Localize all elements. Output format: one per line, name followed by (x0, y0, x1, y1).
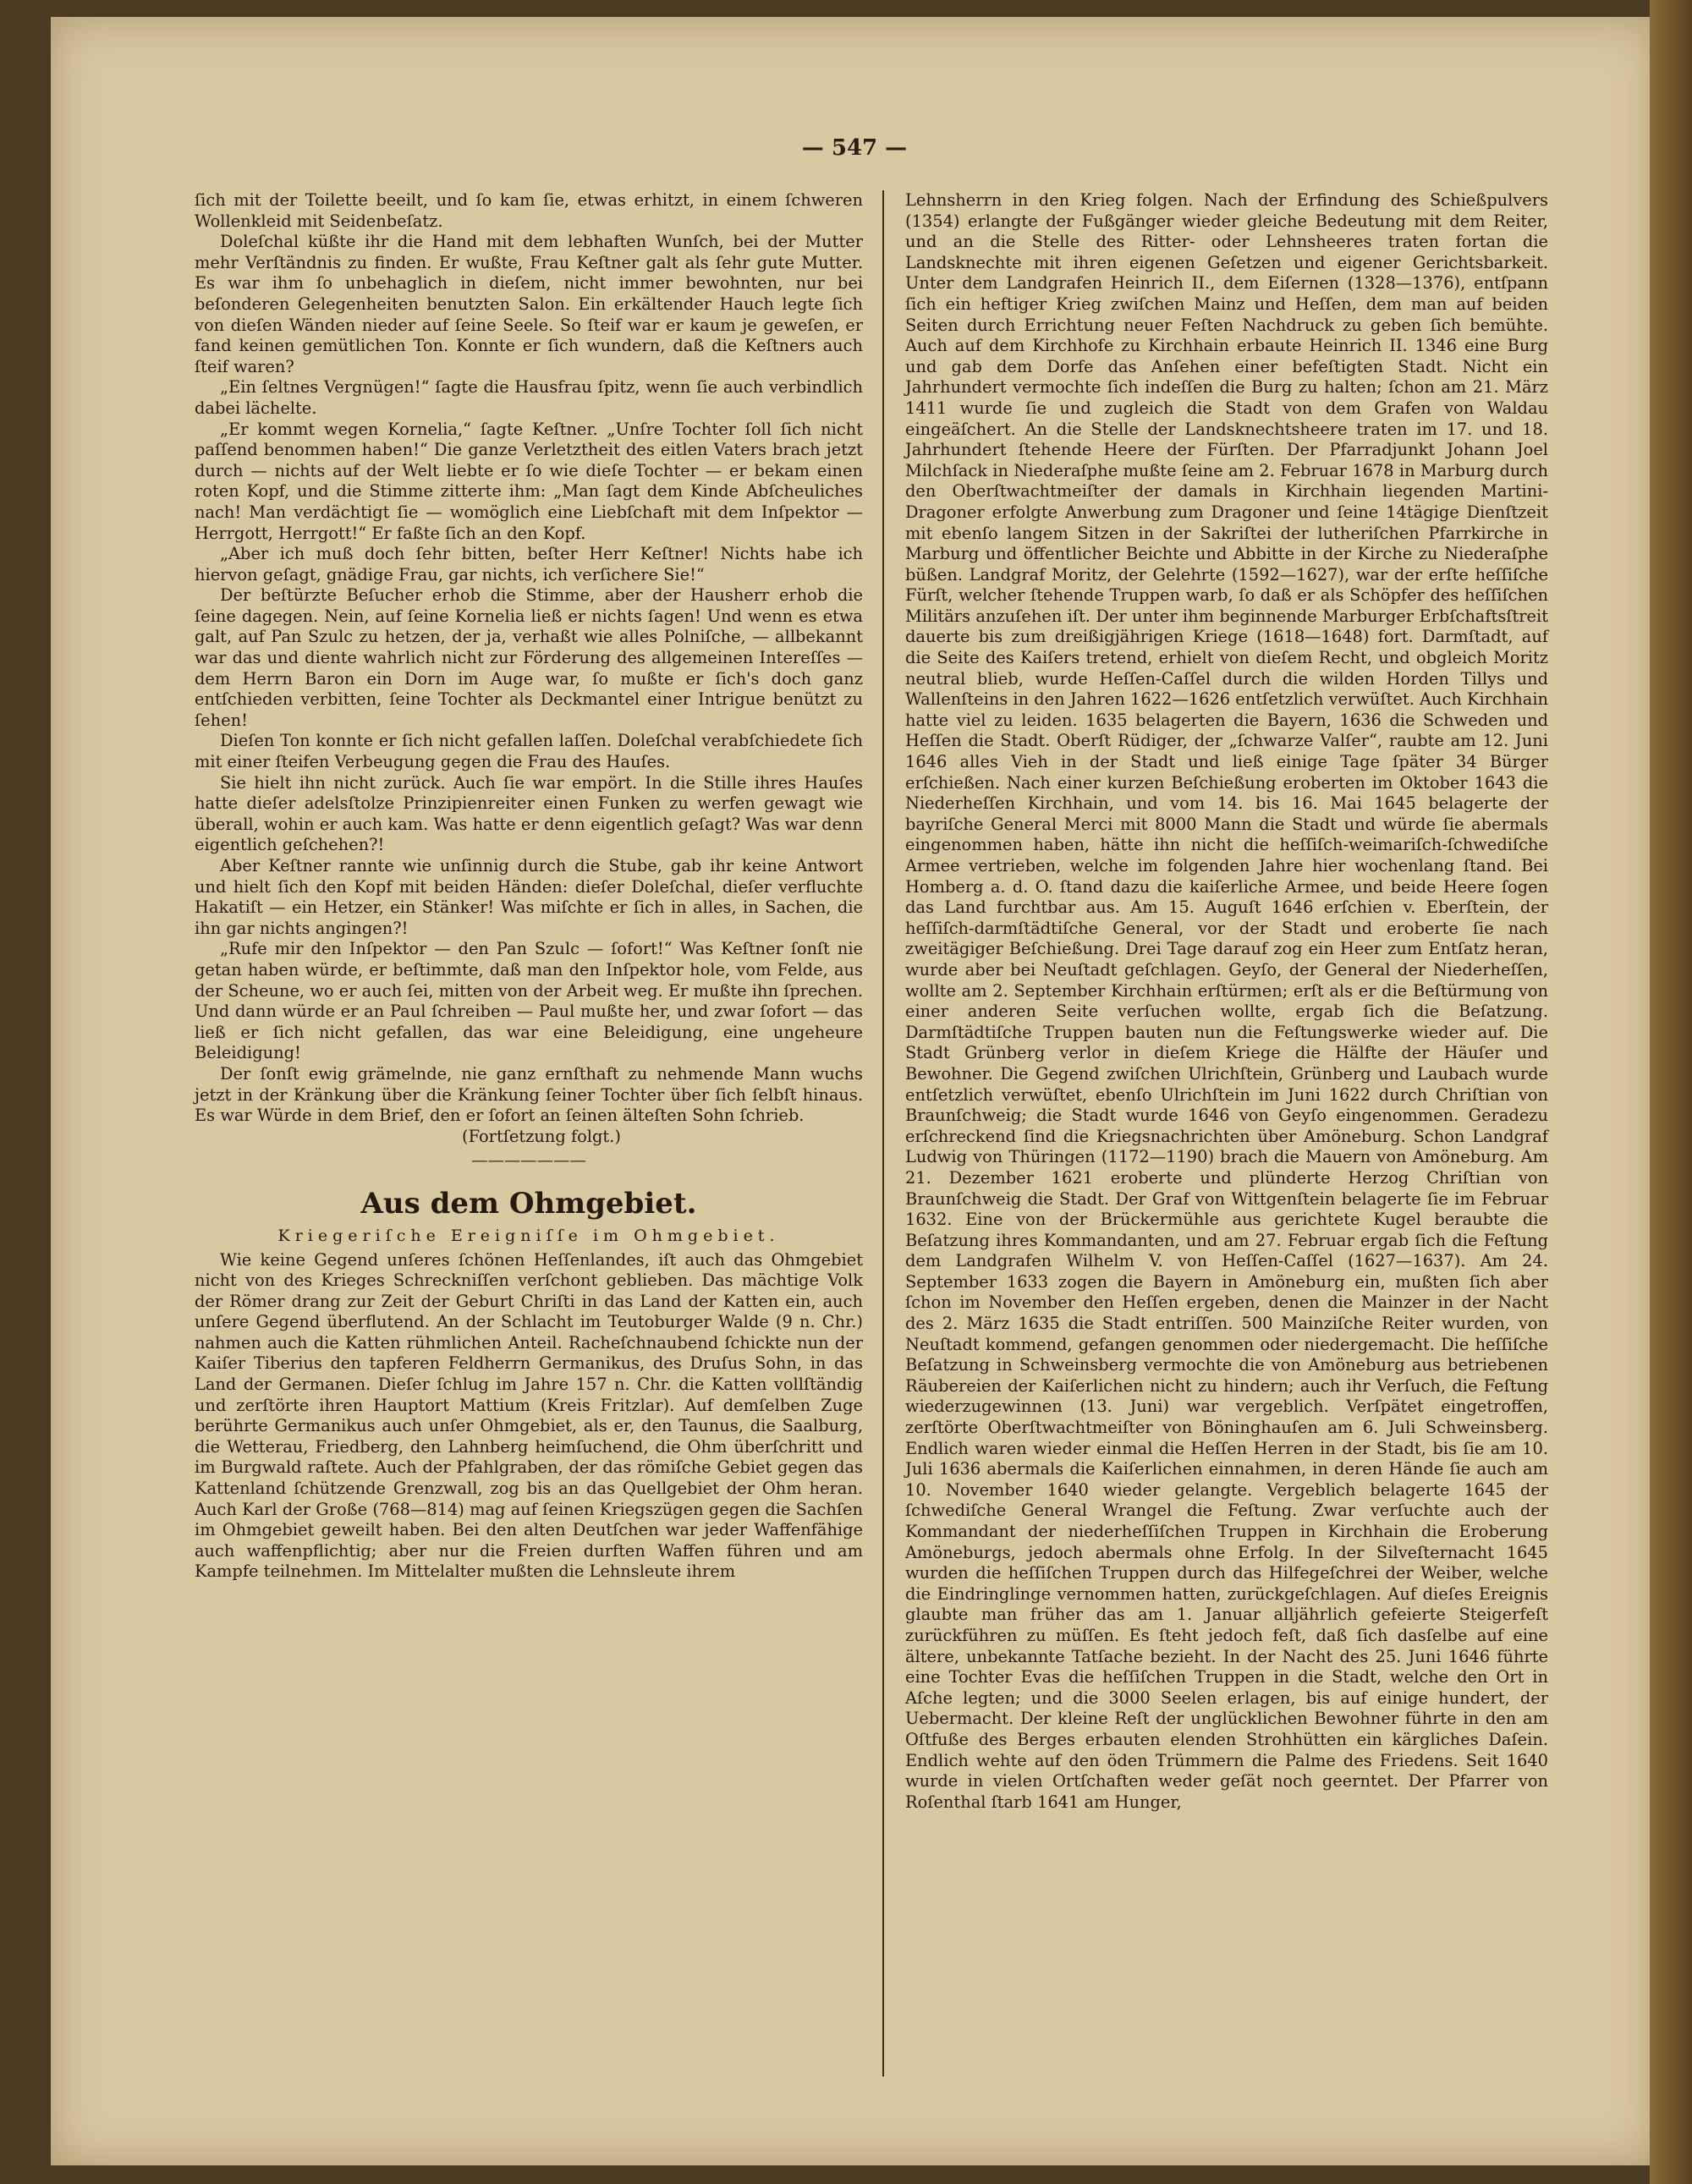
paragraph: Sie hielt ihn nicht zurück. Auch ſie war empört. In die Stille ihres Hauſes hatte dieſer adelsſtolze Prinzipienreiter einen Funken zu werfen gewagt wie überall, wohin er auch kam. Was hatte er denn eigentlich geſagt? Was war denn eigentlich geſchehen?! (195, 772, 863, 855)
right-column (905, 190, 1548, 1813)
continuation-note: (Fortſetzung folgt.) (462, 1126, 621, 1146)
paragraph: Dieſen Ton konnte er ſich nicht gefallen laſſen. Doleſchal verabſchiedete ſich mit einer ſteifen Verbeugung gegen die Frau des Hauſes. (195, 731, 863, 772)
paragraph: Wie keine Gegend unſeres ſchönen Heſſenlandes, iſt auch das Ohmgebiet nicht von des Krieges Schreckniſſen verſchont geblieben. Das mächtige Volk der Römer drang zur Zeit der Geburt Chriſti in das Land der Katten ein, auch unſere Gegend überflutend. An der Schlacht im Teutoburger Walde (9 n. Chr.) nahmen auch die Katten rühmlichen Anteil. Racheſchnaubend ſchickte nun der Kaiſer Tiberius den tapferen Feldherrn Germanikus, des Druſus Sohn, in das Land der Germanen. Dieſer ſchlug im Jahre 157 n. Chr. die Katten vollſtändig und zerſtörte ihren Hauptort Mattium (Kreis Fritzlar). Auf demſelben Zuge berührte Germanikus auch unſer Ohmgebiet, als er, den Taunus, die Saalburg, die Wetterau, Friedberg, den Lahnberg heimſuchend, die Ohm überſchritt und im Burgwald raſtete. Auch der Pfahlgraben, der das römiſche Gebiet gegen das Kattenland ſchützende Grenzwall, zog bis an das Quellgebiet der Ohm heran. Auch Karl der Große (768—814) mag auf ſeinen Kriegszügen gegen die Sachſen im Ohmgebiet geweilt haben. Bei den alten Deutſchen war jeder Waffenfähige auch waffenpflichtig; aber nur die Freien durften Waffen führen und am Kampfe teilnehmen. Im Mittelalter mußten die Lehnsleute ihrem (195, 1249, 863, 1582)
paragraph: „Er kommt wegen Kornelia,“ ſagte Keſtner. „Unſre Tochter ſoll ſich nicht paſſend benommen haben!“ Die ganze Verletztheit des eitlen Vaters brach jetzt durch — nichts auf der Welt liebte er ſo wie dieſe Tochter — er bekam einen roten Kopf, und die Stimme zitterte ihm: „Man ſagt dem Kinde Abſcheuliches nach! Man verdächtigt ſie — womöglich eine Liebſchaft mit dem Inſpektor — Herrgott, Herrgott!“ Er faßte ſich an den Kopf. (195, 419, 863, 543)
newspaper-page (51, 17, 1658, 2165)
section-separator: ——————— (471, 1150, 586, 1171)
paragraph: Der beſtürzte Beſucher erhob die Stimme, aber der Hausherr erhob die ſeine dagegen. Nein, auf ſeine Kornelia ließ er nichts ſagen! Und wenn es etwa galt, auf Pan Szulc zu hetzen, der ja, verhaßt wie alles Polniſche, — allbekannt war das und diente wahrlich nicht zur Förderung des allgemeinen Intereſſes — dem Herrn Baron ein Dorn im Auge war, ſo mußte er ſich's doch ganz entſchieden verbitten, ſeine Tochter als Deckmantel einer Intrigue benützt zu ſehen! (195, 585, 863, 730)
paragraph: „Ein ſeltnes Vergnügen!“ ſagte die Hausfrau ſpitz, wenn ſie auch verbindlich dabei lächelte. (195, 377, 863, 418)
article-heading: Aus dem Ohmgebiet. (360, 1186, 697, 1221)
article-subheading: Kriegeriſche Ereigniſſe im Ohmgebiet. (277, 1226, 780, 1245)
column-divider (882, 190, 884, 2077)
paragraph: ſich mit der Toilette beeilt, und ſo kam ſie, etwas erhitzt, in einem ſchweren Wollenkleid mit Seidenbeſatz. (195, 190, 863, 231)
book-edge (1650, 0, 1692, 2184)
paragraph: Aber Keſtner rannte wie unſinnig durch die Stube, gab ihr keine Antwort und hielt ſich den Kopf mit beiden Händen: dieſer Doleſchal, dieſer verfluchte Hakatiſt — ein Hetzer, ein Stänker! Was miſchte er ſich in alles, in Sachen, die ihn gar nichts angingen?! (195, 856, 863, 938)
left-column (195, 190, 863, 1583)
paragraph: „Rufe mir den Inſpektor — den Pan Szulc — ſofort!“ Was Keſtner ſonſt nie getan haben würde, er beſtimmte, daß man den Inſpektor hole, vom Felde, aus der Scheune, wo er auch ſei, mitten von der Arbeit weg. Er mußte ihn ſprechen. Und dann würde er an Paul ſchreiben — Paul mußte her, und zwar ſofort — das ließ er ſich nicht gefallen, das war eine Beleidigung, eine ungeheure Beleidigung! (195, 939, 863, 1063)
paragraph: Lehnsherrn in den Krieg folgen. Nach der Erfindung des Schießpulvers (1354) erlangte der Fußgänger wieder gleiche Bedeutung mit dem Reiter, und an die Stelle des Ritter- oder Lehnsheeres traten fortan die Landsknechte mit ihren eigenen Geſetzen und eigener Gerichtsbarkeit. Unter dem Landgrafen Heinrich II., dem Eiſernen (1328—1376), entſpann ſich ein heftiger Krieg zwiſchen Mainz und Heſſen, dem man auf beiden Seiten durch Errichtung neuer Feſten Nachdruck zu geben ſich bemühte. Auch auf dem Kirchhofe zu Kirchhain erbaute Heinrich II. 1346 eine Burg und gab dem Dorfe das Anſehen einer befeſtigten Stadt. Nicht ein Jahrhundert vermochte ſich indeſſen die Burg zu halten; ſchon am 21. März 1411 wurde ſie und zugleich die Stadt von dem Grafen von Waldau eingeäſchert. An die Stelle der Landsknechtsheere traten im 17. und 18. Jahrhundert ſtehende Heere der Fürſten. Der Pfarradjunkt Johann Joel Milchſack in Niederaſphe mußte ſeine am 2. Februar 1678 in Marburg durch den Oberſtwachtmeiſter der damals in Kirchhain liegenden Martini-Dragoner erfolgte Anwerbung zum Dragoner und ſeine 14tägige Dienſtzeit mit ebenſo langem Sitzen in der Sakriſtei der lutheriſchen Pfarrkirche in Marburg und öffentlicher Beichte und Abbitte in der Kirche zu Niederaſphe büßen. Landgraf Moritz, der Gelehrte (1592—1627), war der erſte heſſiſche Fürſt, welcher ſtehende Truppen warb, ſo daß er als Schöpfer des heſſiſchen Militärs anzuſehen iſt. Der unter ihm beginnende Marburger Erbſchaftsſtreit dauerte bis zum dreißigjährigen Kriege (1618—1648) fort. Darmſtadt, auf die Seite des Kaiſers tretend, erhielt von dieſem Recht, und obgleich Moritz neutral blieb, wurde Heſſen-Caſſel durch die wilden Horden Tillys und Wallenſteins in den Jahren 1622—1626 entſetzlich verwüſtet. Auch Kirchhain hatte viel zu leiden. 1635 belagerten die Bayern, 1636 die Schweden und Heſſen die Stadt. Oberſt Rüdiger, der „ſchwarze Valſer“, raubte am 12. Juni 1646 alles Vieh in der Stadt und ließ einige Tage ſpäter 34 Bürger erſchießen. Nach einer kurzen Beſchießung eroberten im Oktober 1643 die Niederheſſen Kirchhain, und vom 14. bis 16. Mai 1645 belagerte der bayriſche General Merci mit 8000 Mann die Stadt und würde ſie abermals eingenommen haben, hätte ihn nicht die heſſiſch-weimariſch-ſchwediſche Armee vertrieben, welche im folgenden Jahre hier wochenlang ſtand. Bei Homberg a. d. O. ſtand dazu die kaiſerliche Armee, und beide Heere ſogen das Land furchtbar aus. Am 15. Auguſt 1646 erſchien v. Eberſtein, der heſſiſch-darmſtädtiſche General, vor der Stadt und eroberte ſie nach zweitägiger Beſchießung. Drei Tage darauf zog ein Heer zum Entſatz heran, wurde aber bei Neuſtadt geſchlagen. Geyſo, der General der Niederheſſen, wollte am 2. September Kirchhain erſtürmen; erſt als er die Beſtürmung von einer anderen Seite verſuchen wollte, ergab ſich die Beſatzung. Darmſtädtiſche Truppen bauten nun die Feſtungswerke wieder auf. Die Stadt Grünberg verlor in dieſem Kriege die Hälfte der Häuſer und Bewohner. Die Gegend zwiſchen Ulrichſtein, Grünberg und Laubach wurde entſetzlich verwüſtet, ebenſo Ulrichſtein im Juni 1622 durch Chriſtian von Braunſchweig; die Stadt wurde 1646 von Geyſo eingenommen. Geradezu erſchreckend ſind die Kriegsnachrichten über Amöneburg. Schon Landgraf Ludwig von Thüringen (1172—1190) brach die Mauern von Amöneburg. Am 21. Dezember 1621 eroberte und plünderte Herzog Chriſtian von Braunſchweig die Stadt. Der Graf von Wittgenſtein belagerte ſie im Februar 1632. Eine von der Brückermühle aus gerichtete Kugel beraubte die Beſatzung ihres Kommandanten, und am 27. Februar ergab ſich die Feſtung dem Landgrafen Wilhelm V. von Heſſen-Caſſel (1627—1637). Am 24. September 1633 zogen die Bayern in Amöneburg ein, mußten ſich aber ſchon im November den Heſſen ergeben, denen die Mainzer in der Nacht des 2. März 1635 die Stadt entriſſen. 500 Mainziſche Reiter wurden, von Neuſtadt kommend, gefangen genommen oder niedergemacht. Die heſſiſche Beſatzung in Schweinsberg vermochte die von Amöneburg aus betriebenen Räubereien der Kaiſerlichen nicht zu hindern; auch ihr Verſuch, die Feſtung wiederzugewinnen (13. Juni) war vergeblich. Verſpätet eingetroffen, zerſtörte Oberſtwachtmeiſter von Böninghauſen am 6. Juli Schweinsberg. Endlich waren wieder einmal die Heſſen Herren in der Stadt, bis ſie am 10. Juli 1636 abermals die Kaiſerlichen einnahmen, in deren Hände ſie auch am 10. November 1640 wieder gelangte. Vergeblich belagerte 1645 der ſchwediſche General Wrangel die Feſtung. Zwar verſuchte auch der Kommandant der niederheſſiſchen Truppen in Kirchhain die Eroberung Amöneburgs, jedoch abermals ohne Erfolg. In der Silveſternacht 1645 wurden die heſſiſchen Truppen durch das Hilfegeſchrei der Weiber, welche die Eindringlinge vernommen hatten, zurückgeſchlagen. Auf dieſes Ereignis glaubte man früher das am 1. Januar alljährlich gefeierte Steigerfeſt zurückführen zu müſſen. Es ſteht jedoch feſt, daß ſich dasſelbe auf eine ältere, unbekannte Tatſache bezieht. In der Nacht des 25. Juni 1646 führte eine Tochter Evas die heſſiſchen Truppen in die Stadt, welche den Ort in Aſche legten; und die 3000 Seelen erlagen, bis auf einige hundert, der Uebermacht. Der kleine Reſt der unglücklichen Bewohner führte in den am Oſtfuße des Berges erbauten elenden Strohhütten ein kärgliches Daſein. Endlich wehte auf den öden Trümmern die Palme des Friedens. Seit 1640 wurde in vielen Ortſchaften weder geſät noch geerntet. Der Pfarrer von Roſenthal ſtarb 1641 am Hunger, (905, 190, 1549, 1812)
paragraph: Der ſonſt ewig grämelnde, nie ganz ernſthaft zu nehmende Mann wuchs jetzt in der Kränkung über die Kränkung ſeiner Tochter über ſich ſelbſt hinaus. Es war Würde in dem Brief, den er ſofort an ſeinen älteſten Sohn ſchrieb. (195, 1063, 863, 1126)
paragraph: Doleſchal küßte ihr die Hand mit dem lebhaften Wunſch, bei der Mutter mehr Verſtändnis zu finden. Er wußte, Frau Keſtner galt als ſehr gute Mutter. Es war ihm ſo unbehaglich in dieſem, nicht immer bewohnten, nur bei beſonderen Gelegenheiten benutzten Salon. Ein erkältender Hauch legte ſich von dieſen Wänden nieder auf ſeine Seele. So ſteif war er kaum je geweſen, er fand keinen gemütlichen Ton. Konnte er ſich wundern, daß die Keſtners auch ſteif waren? (195, 232, 863, 376)
paragraph: „Aber ich muß doch ſehr bitten, beſter Herr Keſtner! Nichts habe ich hiervon geſagt, gnädige Frau, gar nichts, ich verſichere Sie!“ (195, 544, 863, 584)
page-number: — 547 — (801, 135, 908, 161)
